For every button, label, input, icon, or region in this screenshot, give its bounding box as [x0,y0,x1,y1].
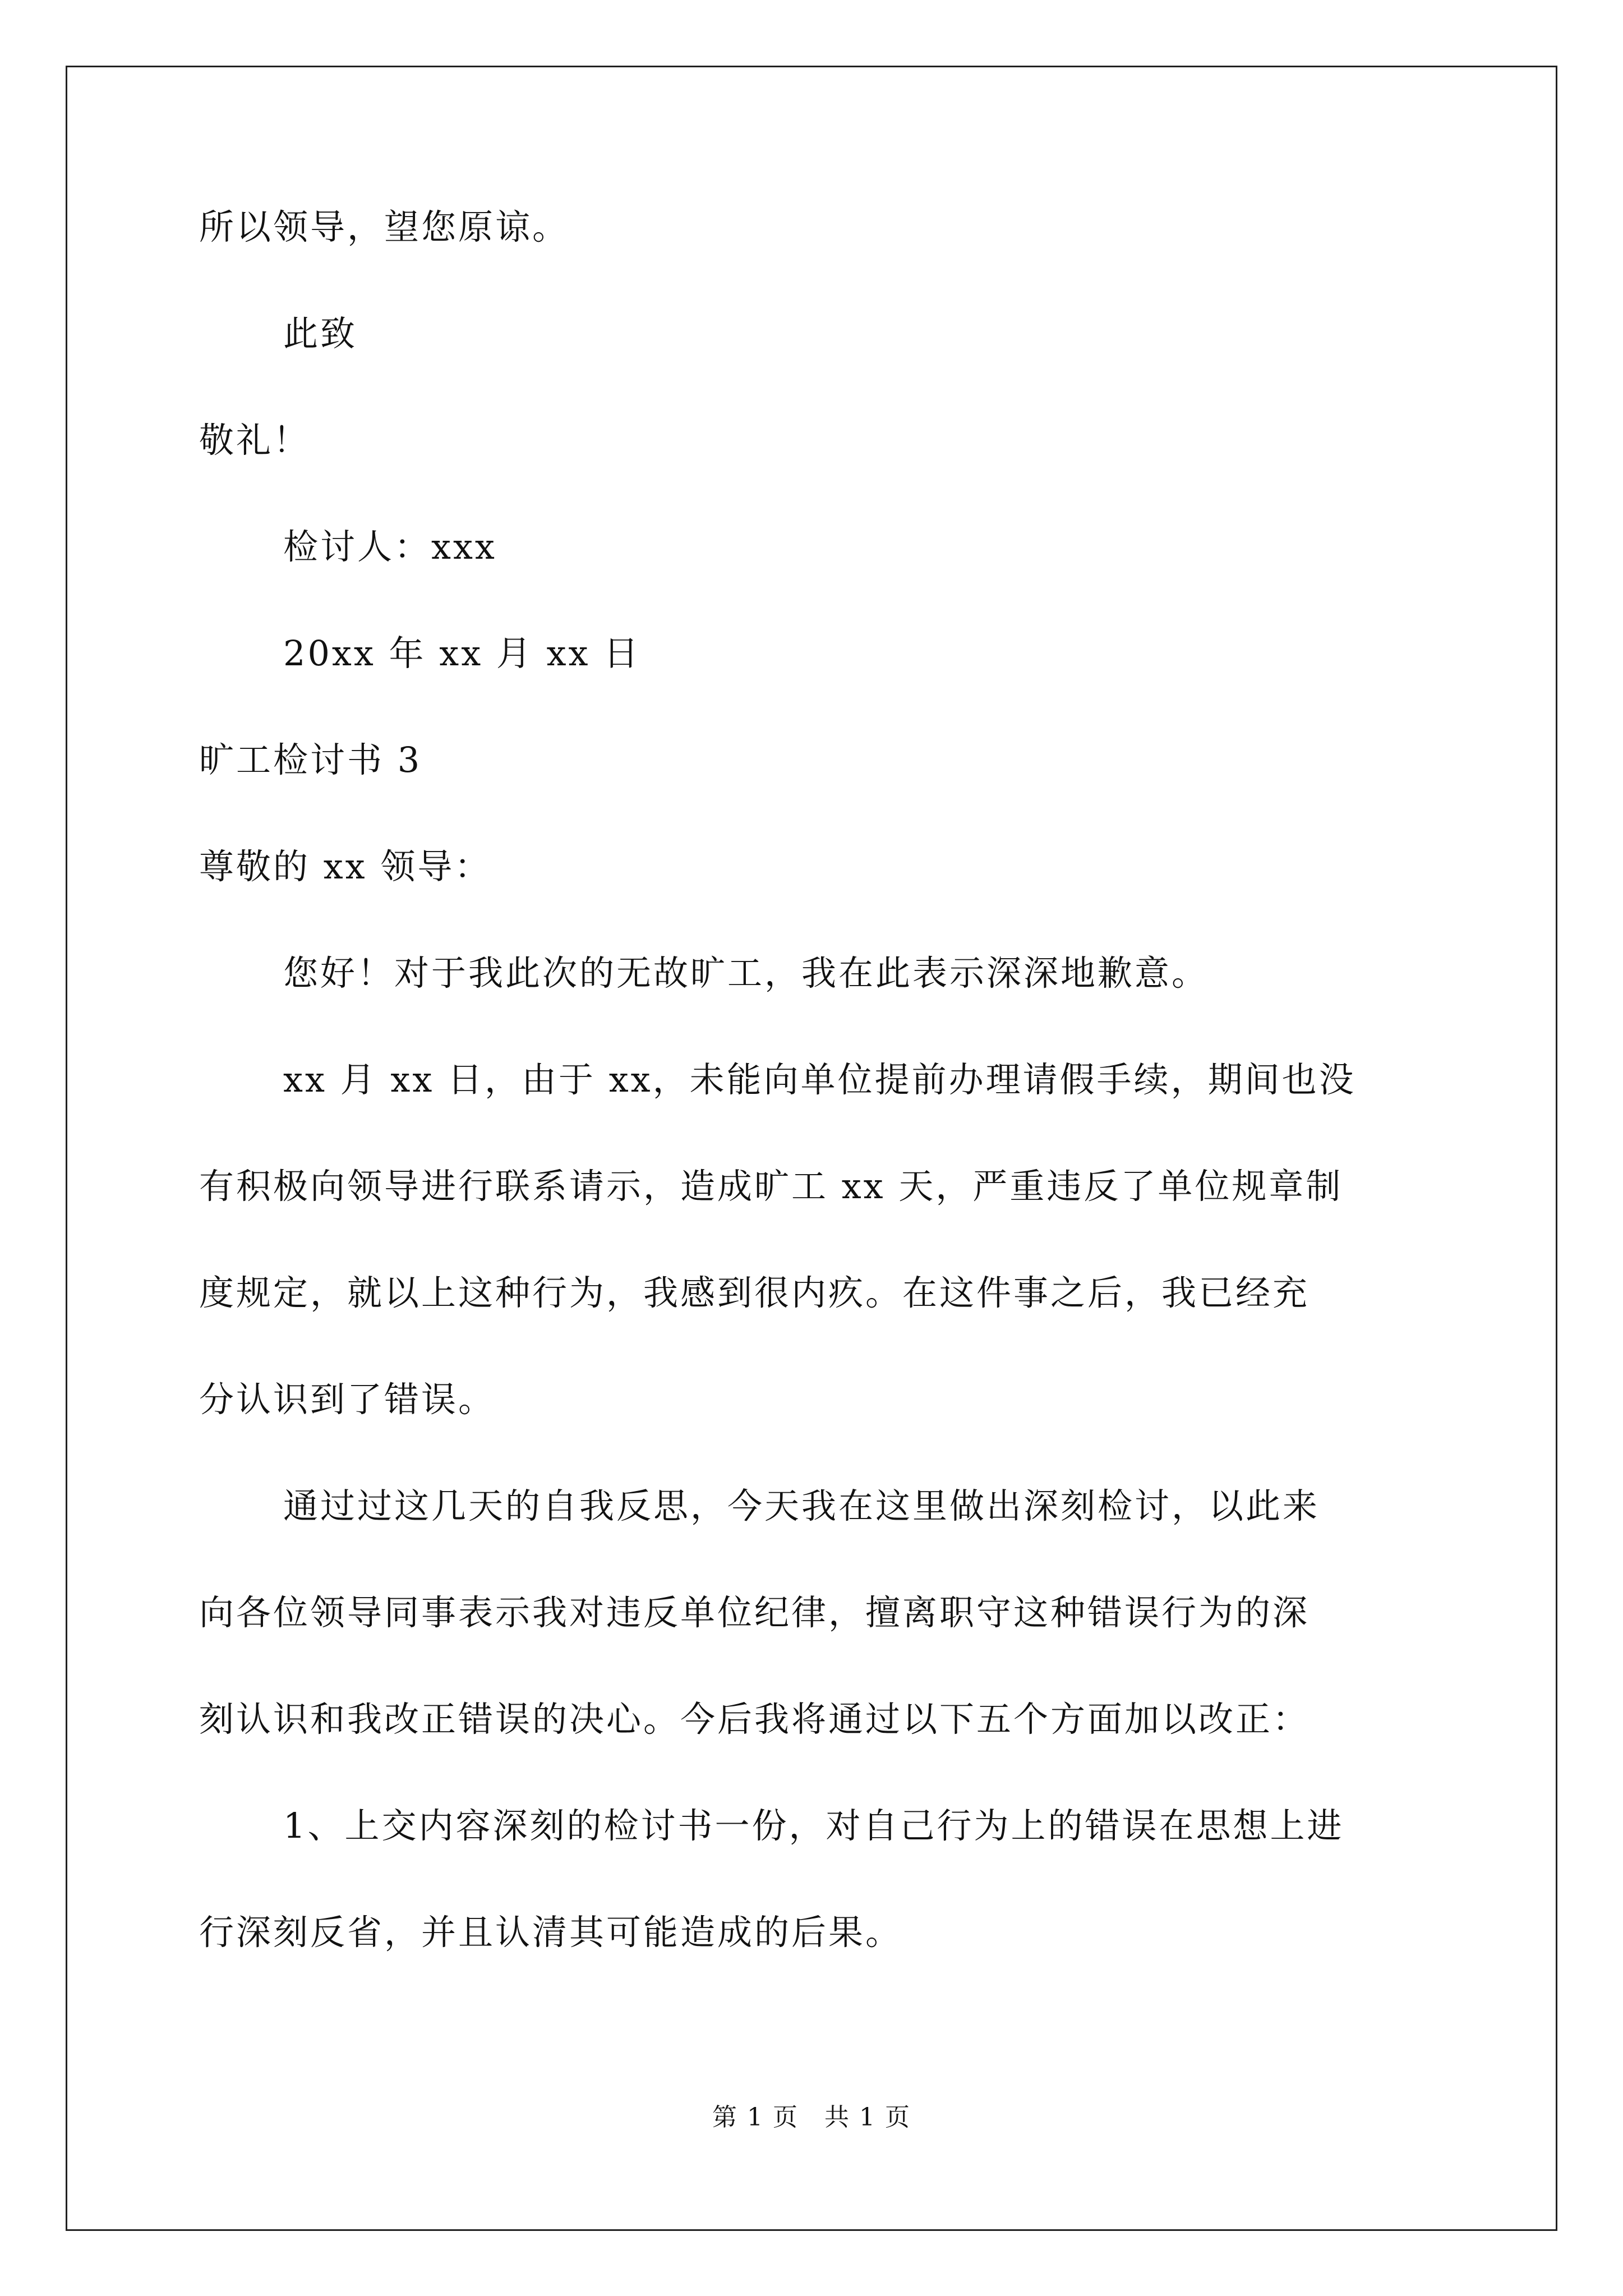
text-line: 您好！对于我此次的无故旷工，我在此表示深深地歉意。 [283,953,1209,993]
page-footer: 第 1 页 共 1 页 [712,2103,911,2132]
text-line-salute: 敬礼！ [199,420,311,461]
page-frame [66,66,1557,2231]
text-line: 度规定，就以上这种行为，我感到很内疚。在这件事之后，我已经充 [199,1272,1310,1313]
text-line: 通过过这几天的自我反思，今天我在这里做出深刻检讨，以此来 [283,1485,1320,1526]
text-line: 向各位领导同事表示我对违反单位纪律，擅离职守这种错误行为的深 [199,1592,1310,1633]
text-line-signer: 检讨人：xxx [283,526,497,567]
text-line-greeting: 尊敬的 xx 领导： [199,846,492,887]
text-line-date: 20xx 年 xx 月 xx 日 [283,633,641,674]
text-line: 行深刻反省，并且认清其可能造成的后果。 [199,1912,903,1953]
text-line: xx 月 xx 日，由于 xx，未能向单位提前办理请假手续，期间也没 [283,1059,1356,1100]
text-line: 刻认识和我改正错误的决心。今后我将通过以下五个方面加以改正： [199,1699,1310,1740]
text-line: 分认识到了错误。 [199,1379,496,1420]
text-line: 1、上交内容深刻的检讨书一份，对自己行为上的错误在思想上进 [283,1805,1344,1846]
section-title: 旷工检讨书 3 [199,739,422,780]
text-line: 有积极向领导进行联系请示，造成旷工 xx 天，严重违反了单位规章制 [199,1166,1343,1207]
text-line-closing: 此致 [283,313,358,354]
text-line: 所以领导，望您原谅。 [199,206,570,247]
